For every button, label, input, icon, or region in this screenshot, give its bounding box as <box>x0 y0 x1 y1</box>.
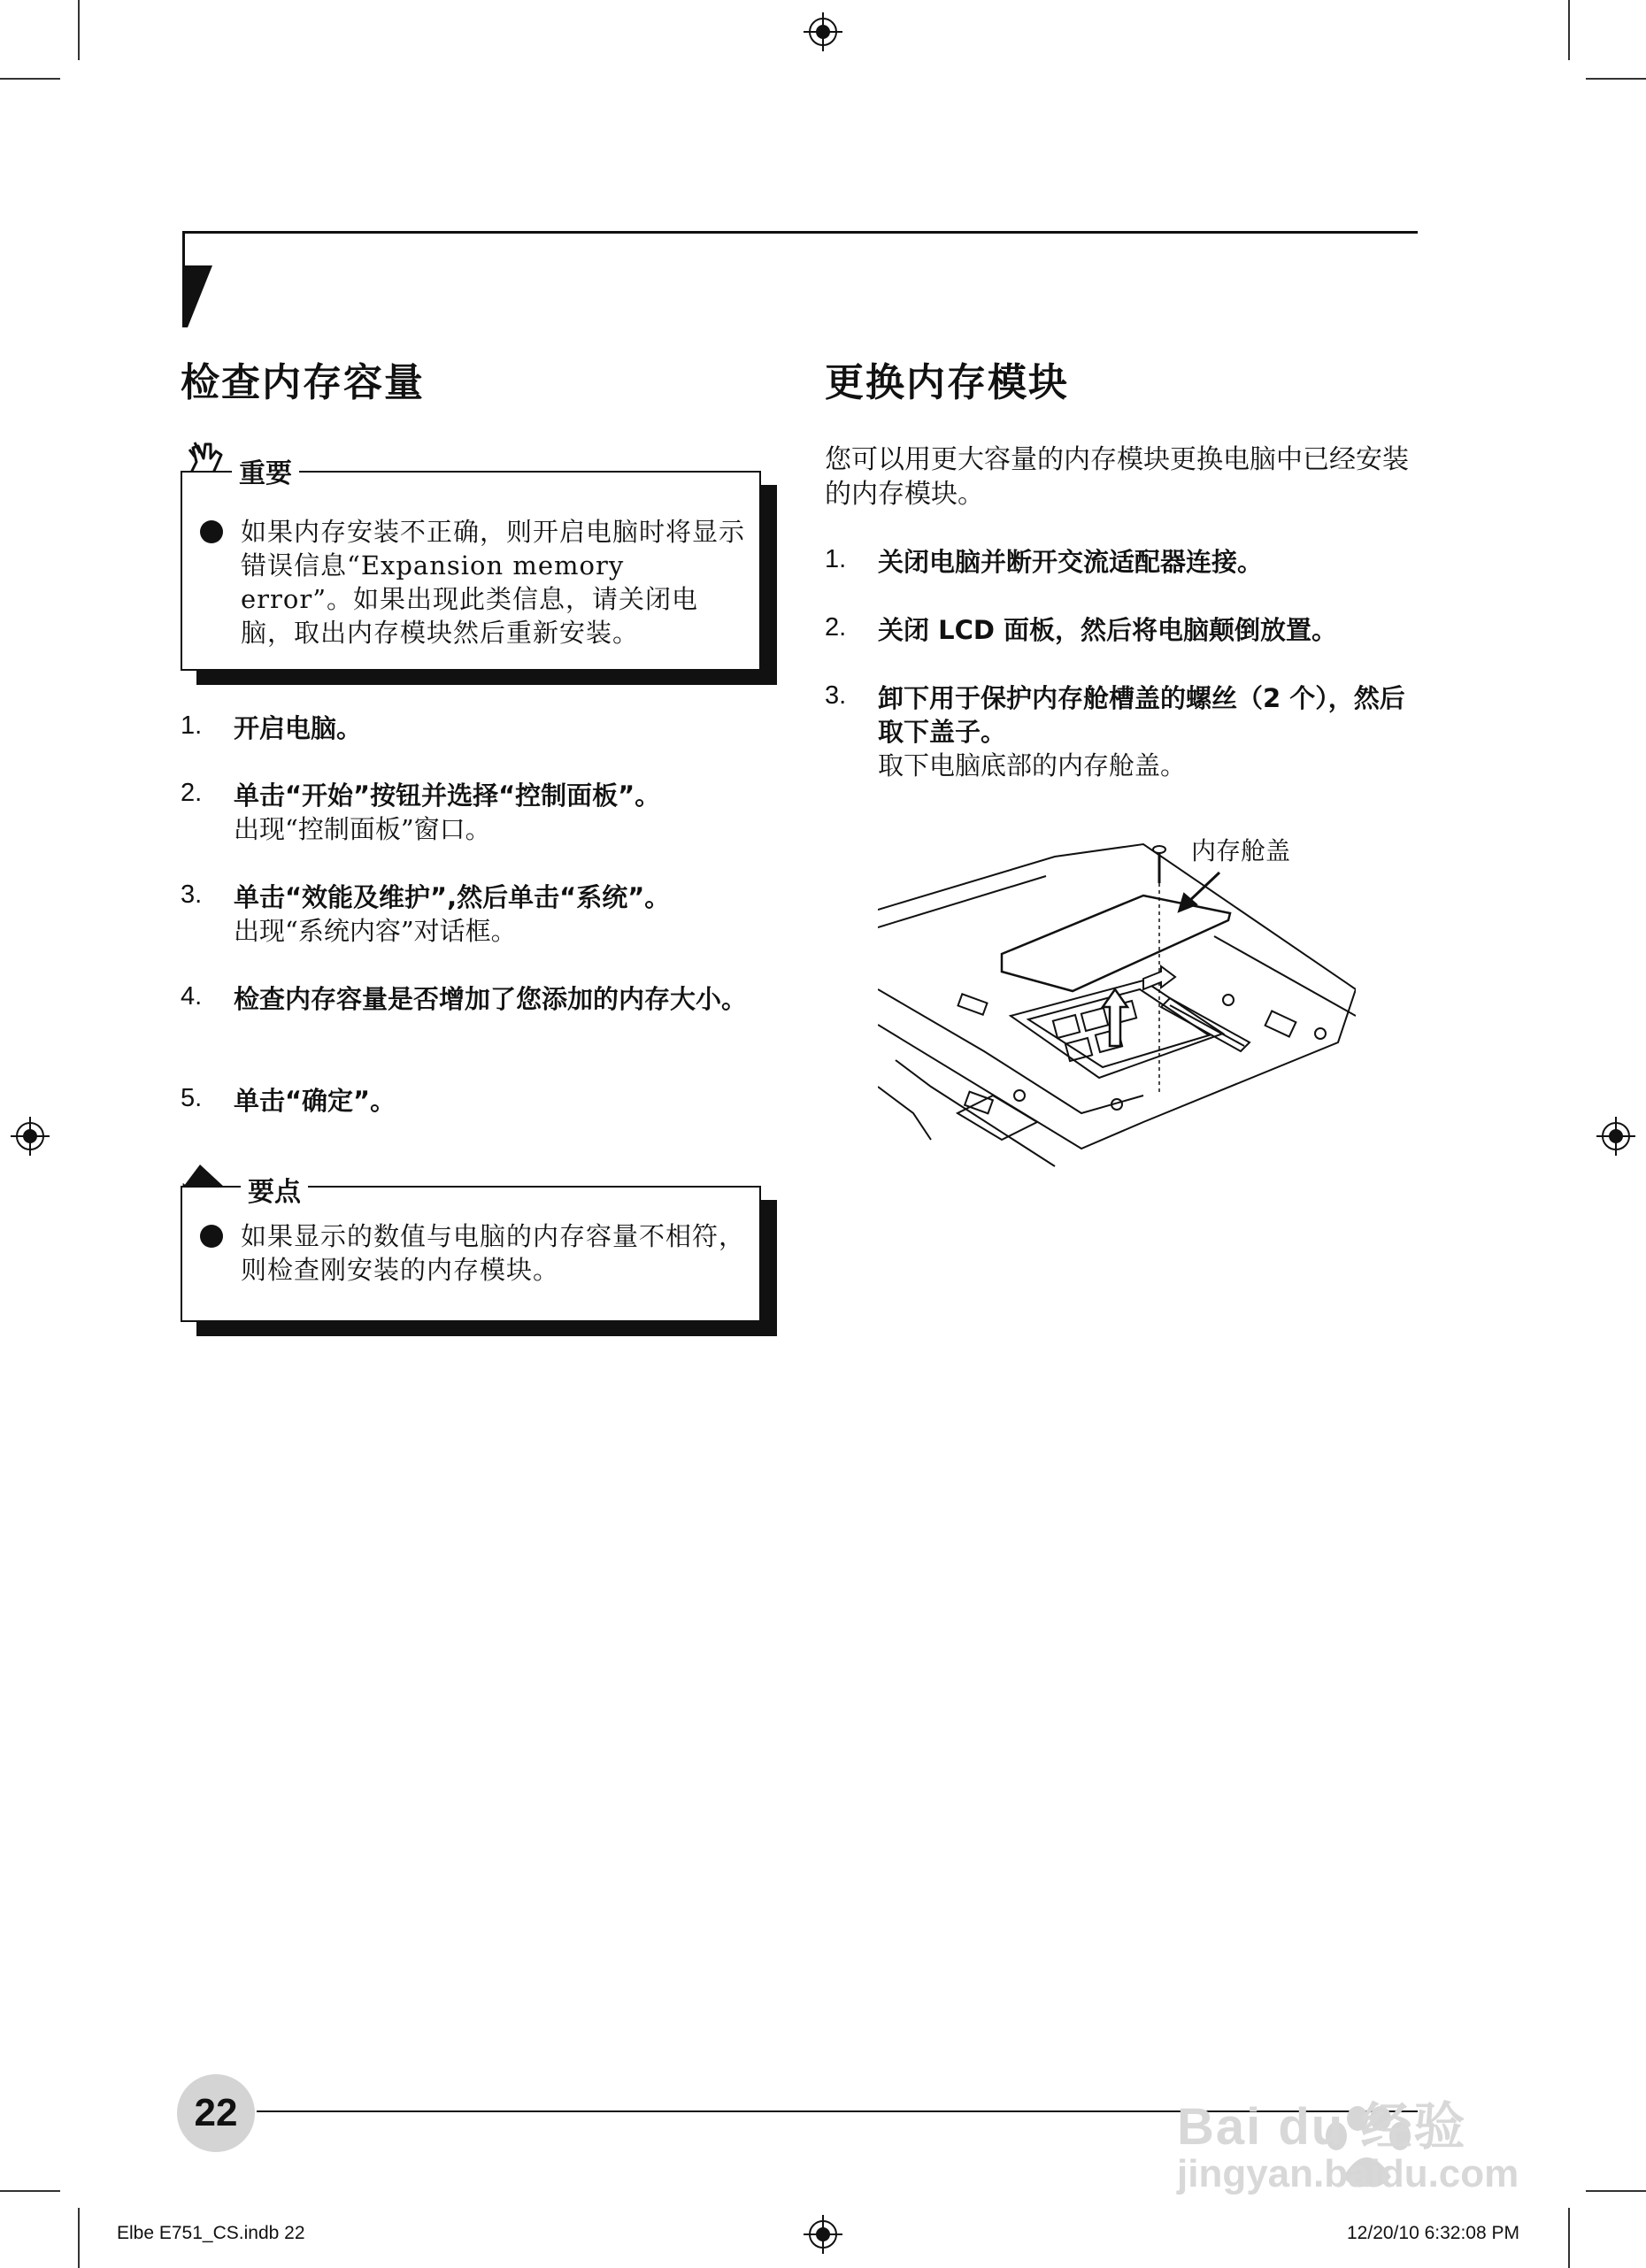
step-subtext: 取下电脑底部的内存舱盖。 <box>878 750 1187 780</box>
page-number-badge: 22 <box>177 2074 255 2152</box>
step-title: 关闭 LCD 面板，然后将电脑颠倒放置。 <box>878 615 1338 645</box>
crop-mark <box>1568 0 1570 60</box>
watermark-brand: Bai du 经验 <box>1177 2098 1467 2156</box>
footer-file-name: Elbe E751_CS.indb 22 <box>117 2223 305 2243</box>
crop-mark <box>78 0 80 60</box>
step-number: 4. <box>181 982 203 1011</box>
section-title-check-memory: 检查内存容量 <box>181 360 425 405</box>
step-title: 关闭电脑并断开交流适配器连接。 <box>878 547 1264 577</box>
important-note-box <box>181 471 761 671</box>
step-subtext: 出现“系统内容”对话框。 <box>234 916 517 946</box>
step-title: 检查内存容量是否增加了您添加的内存大小。 <box>234 984 748 1014</box>
crop-mark <box>1586 78 1646 80</box>
step-number: 3. <box>181 880 203 909</box>
step-number: 1. <box>181 711 203 740</box>
crop-mark <box>78 2208 80 2268</box>
corner-wedge-icon <box>182 265 212 327</box>
step-title: 开启电脑。 <box>234 713 363 743</box>
registration-mark-icon <box>1596 1117 1635 1156</box>
step-title: 单击“开始”按钮并选择“控制面板”。 <box>234 780 661 811</box>
watermark-url: jingyan.baidu.com <box>1177 2152 1519 2195</box>
important-note-text: 如果内存安装不正确，则开启电脑时将显示错误信息“Expansion memory error”。如果出现此类信息，请关闭电脑，取出内存模块然后重新安装。 <box>241 517 746 648</box>
tip-note-text: 如果显示的数值与电脑的内存容量不相符，则检查刚安装的内存模块。 <box>241 1221 746 1285</box>
step-number: 2. <box>181 779 203 807</box>
crop-mark <box>1586 2190 1646 2192</box>
tip-label: 要点 <box>241 1170 308 1209</box>
memory-compartment-illustration <box>878 830 1356 1191</box>
list-item <box>181 779 782 846</box>
crop-mark <box>0 2190 60 2192</box>
list-item <box>825 545 1427 579</box>
step-number: 5. <box>181 1084 203 1112</box>
list-item <box>181 880 782 948</box>
bullet-dot-icon <box>200 520 223 543</box>
important-label: 重要 <box>232 451 299 490</box>
section-title-replace-memory: 更换内存模块 <box>825 360 1069 405</box>
footer-timestamp: 12/20/10 6:32:08 PM <box>1347 2223 1519 2243</box>
list-item <box>181 982 782 1016</box>
step-title: 单击“效能及维护”,然后单击“系统”。 <box>234 882 671 912</box>
crop-mark <box>0 78 60 80</box>
list-item <box>825 613 1427 647</box>
registration-mark-icon <box>804 12 842 51</box>
crop-mark <box>1568 2208 1570 2268</box>
list-item <box>181 1084 782 1118</box>
step-number: 3. <box>825 681 847 710</box>
registration-mark-icon <box>11 1117 50 1156</box>
list-item <box>825 681 1427 782</box>
figure-label: 内存舱盖 <box>1191 836 1291 865</box>
step-number: 2. <box>825 613 847 642</box>
list-item <box>181 711 782 745</box>
registration-mark-icon <box>804 2215 842 2254</box>
step-number: 1. <box>825 545 847 573</box>
step-subtext: 出现“控制面板”窗口。 <box>234 814 491 844</box>
step-title: 卸下用于保护内存舱槽盖的螺丝（2 个），然后取下盖子。 <box>878 683 1405 747</box>
step-title: 单击“确定”。 <box>234 1086 396 1116</box>
bullet-dot-icon <box>200 1225 223 1248</box>
intro-paragraph: 您可以用更大容量的内存模块更换电脑中已经安装的内存模块。 <box>825 444 1409 510</box>
header-rule <box>182 231 1418 234</box>
